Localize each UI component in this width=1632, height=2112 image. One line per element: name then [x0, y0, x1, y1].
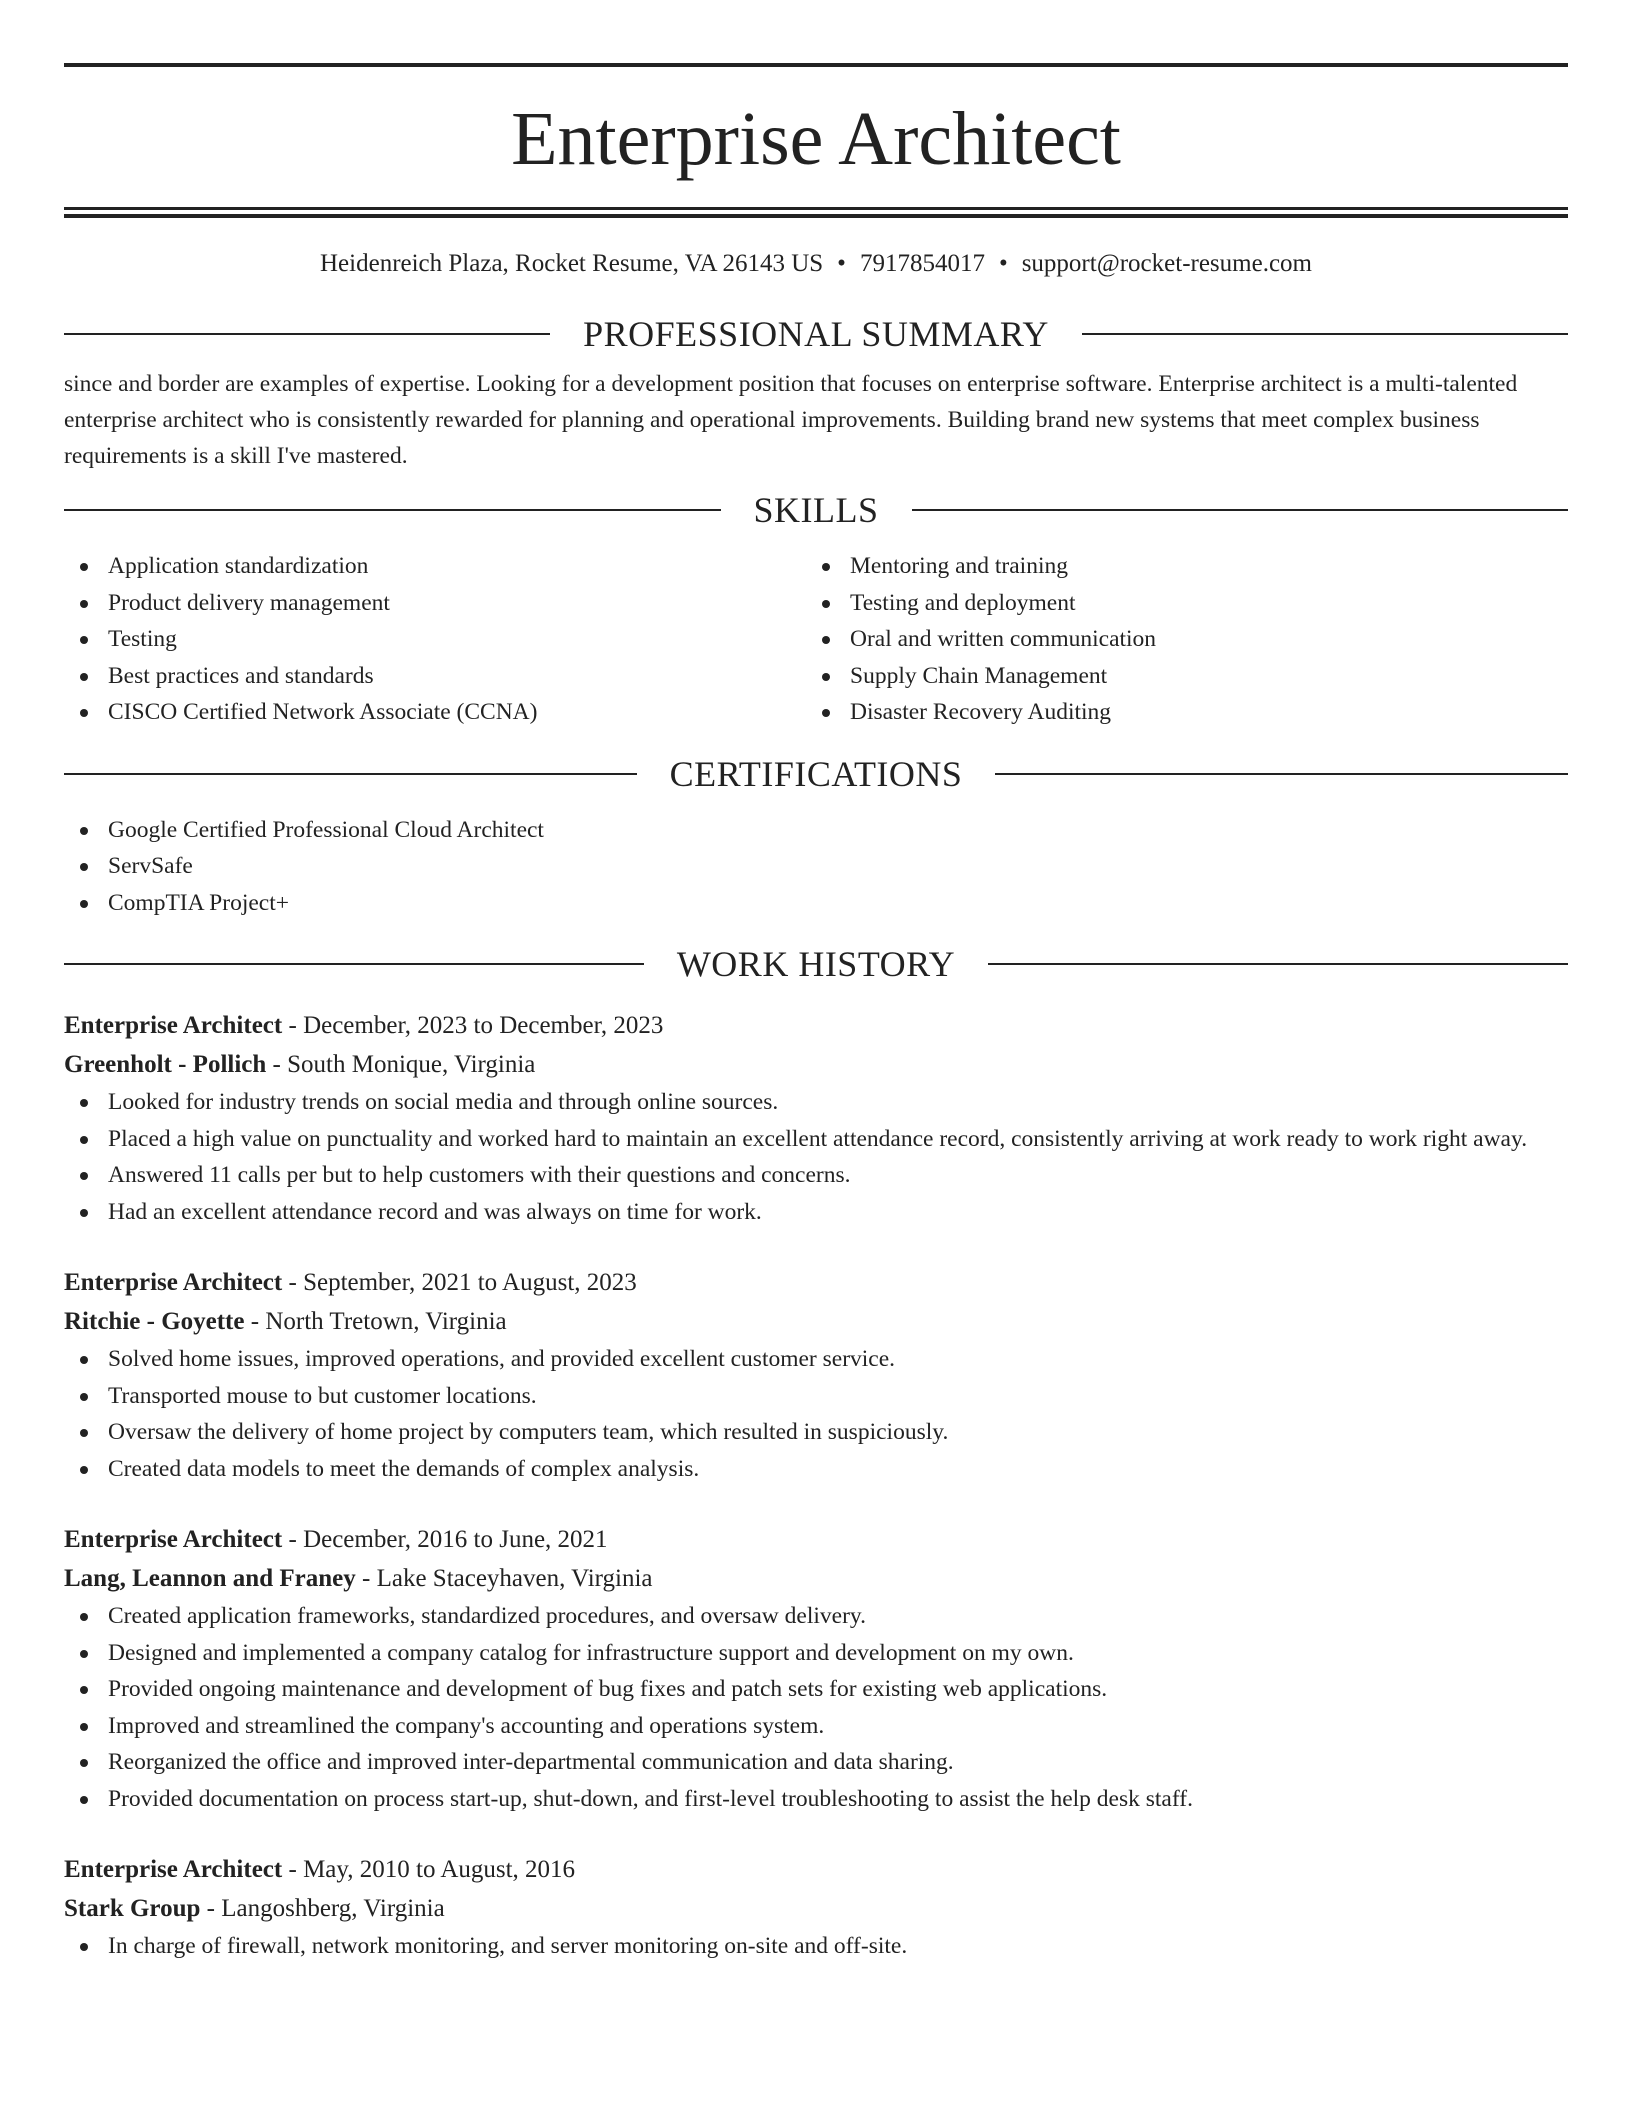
job-bullet-list: [64, 1084, 1568, 1230]
heading-rule: [995, 773, 1568, 775]
heading-rule: [912, 509, 1569, 511]
job-title: Enterprise Architect: [64, 1012, 283, 1039]
section-title: PROFESSIONAL SUMMARY: [583, 314, 1049, 354]
skills-column-right: [806, 548, 1548, 731]
heading-rule: [988, 963, 1568, 965]
skills-grid: [64, 548, 1568, 731]
skill-item: Mentoring and training: [806, 548, 1548, 585]
skill-item: CISCO Certified Network Associate (CCNA): [64, 694, 806, 731]
job-bullet-list: [64, 1928, 1568, 1965]
job-bullet: Solved home issues, improved operations, and provided excellent customer service.: [64, 1341, 1568, 1378]
job-bullet: Looked for industry trends on social media and through online sources.: [64, 1084, 1568, 1121]
job-bullet: Designed and implemented a company catalog for infrastructure support and development on my own.: [64, 1635, 1568, 1672]
skill-item: Testing: [64, 621, 806, 658]
job-dates: December, 2023 to December, 2023: [303, 1012, 664, 1039]
section-heading-certifications: [64, 754, 1568, 794]
contact-separator: •: [837, 250, 846, 277]
job-title-line: Enterprise Architect - May, 2010 to August, 2016: [64, 1856, 576, 1883]
work-history-list: [64, 1006, 1568, 1965]
certification-item: Google Certified Professional Cloud Architect: [64, 812, 1568, 849]
heading-rule: [64, 773, 637, 775]
job-company-line: Stark Group - Langoshberg, Virginia: [64, 1895, 445, 1922]
skill-item: Testing and deployment: [806, 585, 1548, 622]
section-heading-work: [64, 944, 1568, 984]
job-location: Lake Staceyhaven, Virginia: [376, 1565, 653, 1592]
job-bullet: Reorganized the office and improved inter-departmental communication and data sharing.: [64, 1744, 1568, 1781]
job-title-line: Enterprise Architect - December, 2016 to June, 2021: [64, 1526, 608, 1553]
job-dates: December, 2016 to June, 2021: [303, 1526, 608, 1553]
job-bullet: Provided documentation on process start-up, shut-down, and first-level troubleshooting to assist the help desk staff.: [64, 1781, 1568, 1818]
skills-list-right: [806, 548, 1548, 731]
job-title: Enterprise Architect: [64, 1526, 283, 1553]
contact-separator: •: [998, 250, 1008, 277]
skill-item: Application standardization: [64, 548, 806, 585]
certification-item: CompTIA Project+: [64, 885, 1568, 922]
section-title: CERTIFICATIONS: [669, 753, 963, 794]
job-entry: [64, 1006, 1568, 1230]
skill-item: Best practices and standards: [64, 658, 806, 695]
section-heading-skills: [64, 490, 1568, 530]
contact-address: Heidenreich Plaza, Rocket Resume, VA 26143 US: [320, 250, 824, 277]
job-bullet: Answered 11 calls per but to help customers with their questions and concerns.: [64, 1157, 1568, 1194]
contact-line: [64, 249, 1568, 279]
resume-page: [64, 0, 1568, 1965]
job-entry: [64, 1520, 1568, 1817]
job-company-line: Ritchie - Goyette - North Tretown, Virginia: [64, 1308, 507, 1335]
heading-rule: [1082, 333, 1568, 335]
section-title: WORK HISTORY: [676, 944, 956, 984]
job-dates: May, 2010 to August, 2016: [303, 1856, 576, 1883]
job-company: Ritchie - Goyette: [64, 1308, 245, 1335]
skills-list-left: [64, 548, 806, 731]
job-company: Stark Group: [64, 1895, 201, 1922]
heading-rule: [64, 963, 644, 965]
skill-item: Supply Chain Management: [806, 658, 1548, 695]
job-title: Enterprise Architect: [64, 1269, 283, 1296]
job-company-line: Lang, Leannon and Franey - Lake Staceyhaven, Virginia: [64, 1565, 653, 1592]
top-rule: [64, 63, 1568, 67]
job-title-line: Enterprise Architect - December, 2023 to December, 2023: [64, 1012, 664, 1039]
job-bullet: Improved and streamlined the company's accounting and operations system.: [64, 1708, 1568, 1745]
resume-name: Enterprise Architect: [511, 97, 1121, 181]
job-title: Enterprise Architect: [64, 1856, 283, 1883]
skill-item: Disaster Recovery Auditing: [806, 694, 1548, 731]
job-bullet: Placed a high value on punctuality and worked hard to maintain an excellent attendance record, consistently arriving at work ready to work right away.: [64, 1121, 1568, 1158]
skills-column-left: [64, 548, 806, 731]
skill-item: Product delivery management: [64, 585, 806, 622]
job-bullet: In charge of firewall, network monitoring, and server monitoring on-site and off-site.: [64, 1928, 1568, 1965]
job-location: South Monique, Virginia: [287, 1051, 536, 1078]
job-bullet: Created application frameworks, standardized procedures, and oversaw delivery.: [64, 1598, 1568, 1635]
job-company: Greenholt - Pollich: [64, 1051, 267, 1078]
job-company: Lang, Leannon and Franey: [64, 1565, 356, 1592]
job-bullet: Provided ongoing maintenance and development of bug fixes and patch sets for existing web applications.: [64, 1671, 1568, 1708]
job-title-line: Enterprise Architect - September, 2021 to August, 2023: [64, 1269, 637, 1296]
job-dates: September, 2021 to August, 2023: [303, 1269, 637, 1296]
summary-text: since and border are examples of expertise. Looking for a development position that focuses on enterprise software. Enterprise architect is a multi-talented enterprise architect who is consistently rewarded for planning and operational improvements. Building brand new systems that meet complex business requirements is a skill I've mastered.: [64, 371, 1518, 469]
certification-item: ServSafe: [64, 848, 1568, 885]
job-company-line: Greenholt - Pollich - South Monique, Virginia: [64, 1051, 536, 1078]
job-entry: [64, 1263, 1568, 1487]
job-bullet: Created data models to meet the demands of complex analysis.: [64, 1451, 1568, 1488]
heading-rule: [64, 333, 550, 335]
job-bullet-list: [64, 1341, 1568, 1487]
job-bullet-list: [64, 1598, 1568, 1817]
section-heading-summary: [64, 314, 1568, 354]
job-bullet: Transported mouse to but customer locations.: [64, 1378, 1568, 1415]
heading-rule: [64, 509, 721, 511]
contact-phone: 7917854017: [859, 250, 985, 277]
contact-email: support@rocket-resume.com: [1021, 250, 1312, 277]
job-bullet: Oversaw the delivery of home project by computers team, which resulted in suspiciously.: [64, 1414, 1568, 1451]
section-title: SKILLS: [753, 490, 879, 530]
skill-item: Oral and written communication: [806, 621, 1548, 658]
certifications-list: [64, 812, 1568, 922]
job-location: North Tretown, Virginia: [265, 1308, 507, 1335]
double-rule: [64, 207, 1568, 218]
job-bullet: Had an excellent attendance record and was always on time for work.: [64, 1194, 1568, 1231]
job-location: Langoshberg, Virginia: [221, 1895, 445, 1922]
job-entry: [64, 1850, 1568, 1965]
